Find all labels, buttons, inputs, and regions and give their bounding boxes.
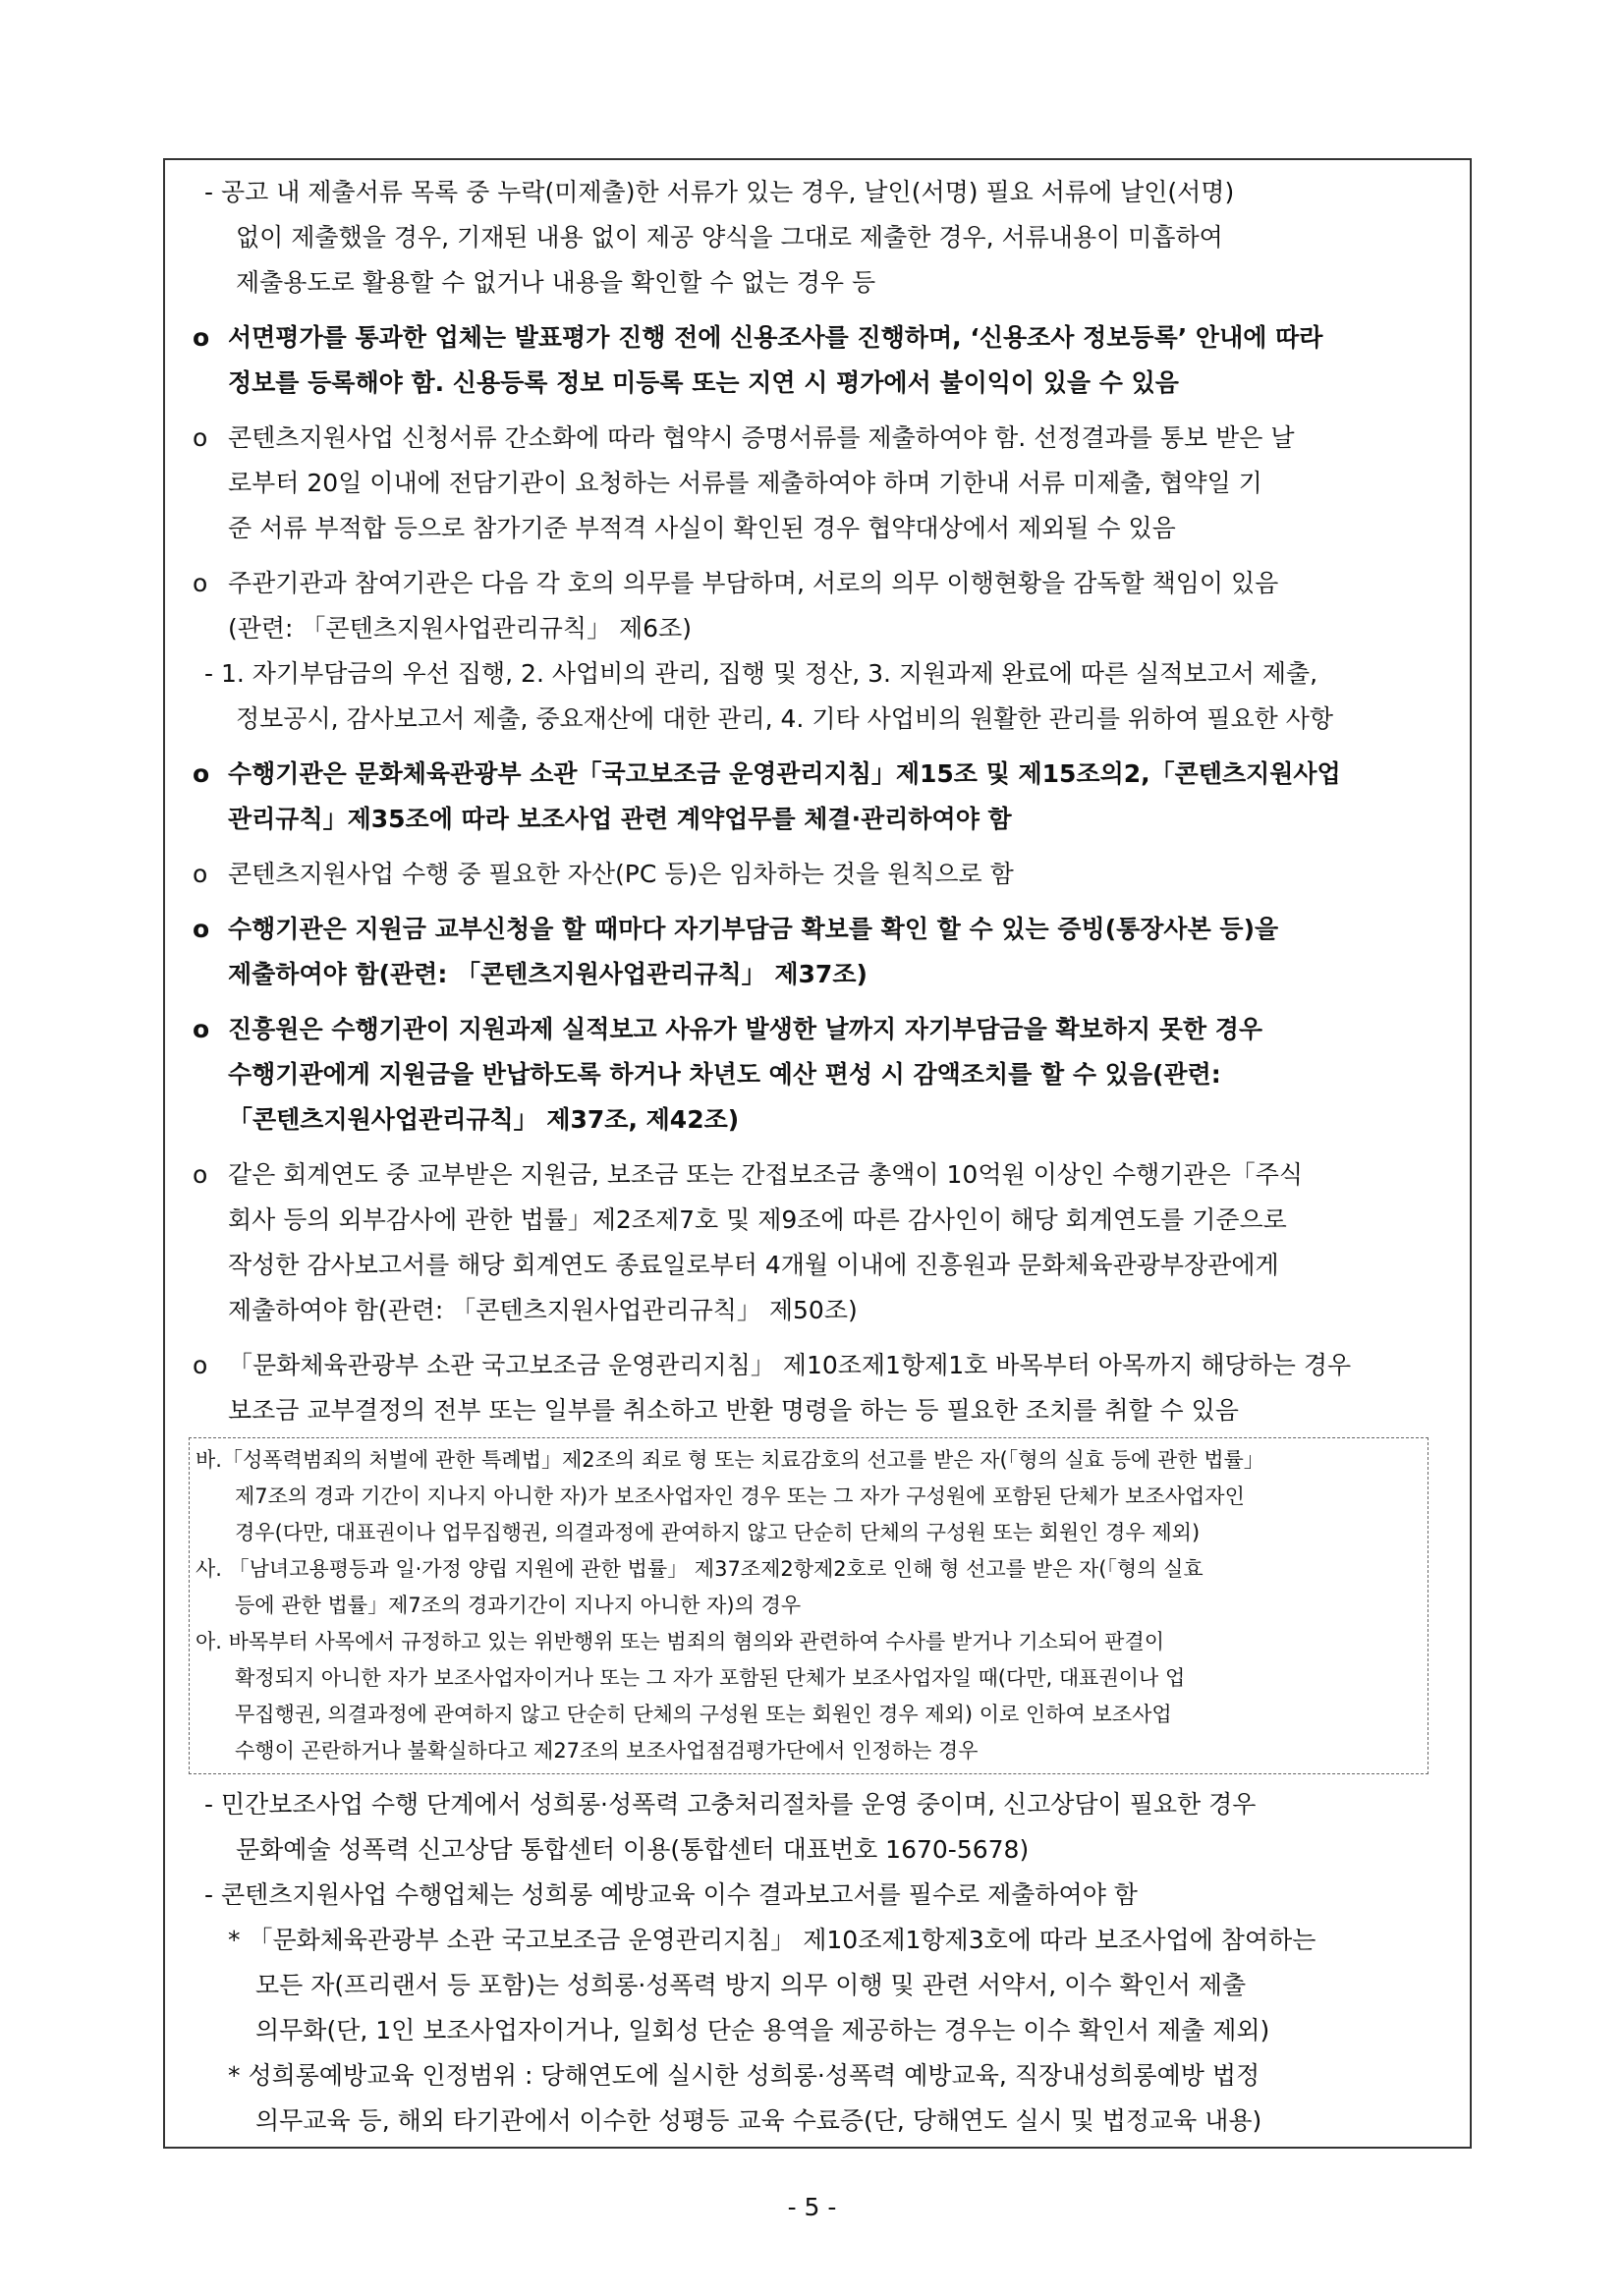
text-line: 수행기관에게 지원금을 반납하도록 하거나 차년도 예산 편성 시 감액조치를 할 수 있음(관련: — [228, 1060, 1221, 1089]
bullet-circle-icon: o — [193, 423, 208, 452]
text-line: 회사 등의 외부감사에 관한 법률」제2조제7호 및 제9조에 따른 감사인이 해당 회계연도를 기준으로 — [228, 1205, 1287, 1234]
bullet-circle-icon: o — [193, 323, 210, 352]
text-line: 관리규칙」제35조에 따라 보조사업 관련 계약업무를 체결·관리하여야 함 — [228, 805, 1012, 833]
text-line: 콘텐츠지원사업 신청서류 간소화에 따라 협약시 증명서류를 제출하여야 함. 선정결과를 통보 받은 날 — [228, 423, 1295, 452]
page-number: - 5 - — [787, 2193, 837, 2221]
text-line: 무집행권, 의결과정에 관여하지 않고 단순히 단체의 구성원 또는 회원인 경우 제외) 이로 인하여 보조사업 — [235, 1703, 1172, 1726]
text-line: * 「문화체육관광부 소관 국고보조금 운영관리지침」 제10조제1항제3호에 따라 보조사업에 참여하는 — [228, 1926, 1316, 1954]
text-line: 콘텐츠지원사업 수행 중 필요한 자산(PC 등)은 임차하는 것을 원칙으로 함 — [228, 860, 1014, 888]
text-line: (관련: 「콘텐츠지원사업관리규칙」 제6조) — [228, 614, 692, 643]
refund-item — [193, 1007, 1460, 1143]
text-line: 수행기관은 문화체육관광부 소관「국고보조금 운영관리지침」제15조 및 제15조의2,「콘텐츠지원사업 — [228, 759, 1341, 788]
text-line: 수행기관은 지원금 교부신청을 할 때마다 자기부담금 확보를 확인 할 수 있는 증빙(통장사본 등)을 — [228, 915, 1279, 943]
text-line: 문화예술 성폭력 신고상담 통합센터 이용(통합센터 대표번호 1670-5678) — [236, 1835, 1030, 1864]
text-line: 사. 「남녀고용평등과 일·가정 양립 지원에 관한 법률」 제37조제2항제2호로 인해 형 선고를 받은 자(「형의 실효 — [196, 1557, 1204, 1581]
text-line: 의무교육 등, 해외 타기관에서 이수한 성평등 교육 수료증(단, 당해연도 실시 및 법정교육 내용) — [255, 2106, 1262, 2135]
text-line: 없이 제출했을 경우, 기재된 내용 없이 제공 양식을 그대로 제출한 경우, 서류내용이 미흡하여 — [236, 223, 1223, 252]
document-body — [193, 170, 1460, 2144]
bullet-circle-icon: o — [193, 915, 210, 943]
text-line: 정보를 등록해야 함. 신용등록 정보 미등록 또는 지연 시 평가에서 불이익이 있을 수 있음 — [228, 368, 1179, 397]
text-line: 정보공시, 감사보고서 제출, 중요재산에 대한 관리, 4. 기타 사업비의 원활한 관리를 위하여 필요한 사항 — [236, 704, 1334, 733]
asset-lease-item — [193, 852, 1460, 897]
text-line: 같은 회계연도 중 교부받은 지원금, 보조금 또는 간접보조금 총액이 10억원 이상인 수행기관은「주식 — [228, 1160, 1304, 1189]
text-line: 경우(다만, 대표권이나 업무집행권, 의결과정에 관여하지 않고 단순히 단체의 구성원 또는 회원인 경우 제외) — [235, 1521, 1201, 1544]
bullet-circle-icon: o — [193, 759, 210, 788]
text-line: * 성희롱예방교육 인정범위 : 당해연도에 실시한 성희롱·성폭력 예방교육, 직장내성희롱예방 법정 — [228, 2061, 1260, 2090]
text-line: 모든 자(프리랜서 등 포함)는 성희롱·성폭력 방지 의무 이행 및 관련 서약서, 이수 확인서 제출 — [255, 1971, 1247, 1999]
agreement-docs-item — [193, 416, 1460, 551]
text-line: 제출하여야 함(관련: 「콘텐츠지원사업관리규칙」 제50조) — [228, 1296, 858, 1324]
text-line: 등에 관한 법률」제7조의 경과기간이 지나지 아니한 자)의 경우 — [235, 1594, 802, 1617]
harassment-notes — [193, 1782, 1460, 2144]
bullet-circle-icon: o — [193, 1015, 210, 1043]
audit-report-item — [193, 1152, 1460, 1333]
text-line: 제출용도로 활용할 수 없거나 내용을 확인할 수 없는 경우 등 — [236, 268, 876, 297]
text-line: 작성한 감사보고서를 해당 회계연도 종료일로부터 4개월 이내에 진흥원과 문화체육관광부장관에게 — [228, 1251, 1279, 1279]
self-funding-proof-item — [193, 907, 1460, 997]
cancellation-item — [193, 1343, 1460, 1433]
text-line: 주관기관과 참여기관은 다음 각 호의 의무를 부담하며, 서로의 의무 이행현황을 감독할 책임이 있음 — [228, 569, 1279, 597]
bullet-circle-icon: o — [193, 1160, 208, 1189]
missing-docs-note — [193, 170, 1460, 306]
text-line: 의무화(단, 1인 보조사업자이거나, 일회성 단순 용역을 제공하는 경우는 이수 확인서 제출 제외) — [255, 2016, 1270, 2044]
text-line: - 공고 내 제출서류 목록 중 누락(미제출)한 서류가 있는 경우, 날인(서명) 필요 서류에 날인(서명) — [204, 178, 1235, 206]
text-line: 확정되지 아니한 자가 보조사업자이거나 또는 그 자가 포함된 단체가 보조사업자일 때(다만, 대표권이나 업 — [235, 1666, 1186, 1690]
bullet-circle-icon: o — [193, 569, 208, 597]
text-line: 진흥원은 수행기관이 지원과제 실적보고 사유가 발생한 날까지 자기부담금을 확보하지 못한 경우 — [228, 1015, 1263, 1043]
text-line: 제7조의 경과 기간이 지나지 아니한 자)가 보조사업자인 경우 또는 그 자가 구성원에 포함된 단체가 보조사업자인 — [235, 1484, 1245, 1508]
text-line: - 민간보조사업 수행 단계에서 성희롱·성폭력 고충처리절차를 운영 중이며, 신고상담이 필요한 경우 — [204, 1790, 1257, 1819]
obligations-item — [193, 561, 1460, 742]
text-line: 서면평가를 통과한 업체는 발표평가 진행 전에 신용조사를 진행하며, ‘신용조사 정보등록’ 안내에 따라 — [228, 323, 1323, 352]
text-line: - 1. 자기부담금의 우선 집행, 2. 사업비의 관리, 집행 및 정산, 3. 지원과제 완료에 따른 실적보고서 제출, — [204, 659, 1318, 688]
text-line: 로부터 20일 이내에 전담기관이 요청하는 서류를 제출하여야 하며 기한내 서류 미제출, 협약일 기 — [228, 469, 1262, 497]
text-line: 준 서류 부적합 등으로 참가기준 부적격 사실이 확인된 경우 협약대상에서 제외될 수 있음 — [228, 514, 1176, 542]
text-line: 「콘텐츠지원사업관리규칙」 제37조, 제42조) — [228, 1105, 740, 1134]
text-line: 제출하여야 함(관련: 「콘텐츠지원사업관리규칙」 제37조) — [228, 960, 868, 988]
text-line: 「문화체육관광부 소관 국고보조금 운영관리지침」 제10조제1항제1호 바목부터 아목까지 해당하는 경우 — [228, 1351, 1352, 1379]
text-line: - 콘텐츠지원사업 수행업체는 성희롱 예방교육 이수 결과보고서를 필수로 제출하여야 함 — [204, 1880, 1138, 1909]
bullet-circle-icon: o — [193, 860, 208, 888]
regulation-excerpt-box — [189, 1437, 1428, 1774]
credit-check-item — [193, 315, 1460, 406]
text-line: 수행이 곤란하거나 불확실하다고 제27조의 보조사업점검평가단에서 인정하는 경우 — [235, 1739, 979, 1763]
bullet-circle-icon: o — [193, 1351, 208, 1379]
contract-item — [193, 752, 1460, 842]
text-line: 바.「성폭력범죄의 처벌에 관한 특례법」제2조의 죄로 형 또는 치료감호의 선고를 받은 자(「형의 실효 등에 관한 법률」 — [196, 1448, 1264, 1472]
text-line: 보조금 교부결정의 전부 또는 일부를 취소하고 반환 명령을 하는 등 필요한 조치를 취할 수 있음 — [228, 1396, 1239, 1425]
text-line: 아. 바목부터 사목에서 규정하고 있는 위반행위 또는 범죄의 혐의와 관련하여 수사를 받거나 기소되어 판결이 — [196, 1630, 1165, 1653]
